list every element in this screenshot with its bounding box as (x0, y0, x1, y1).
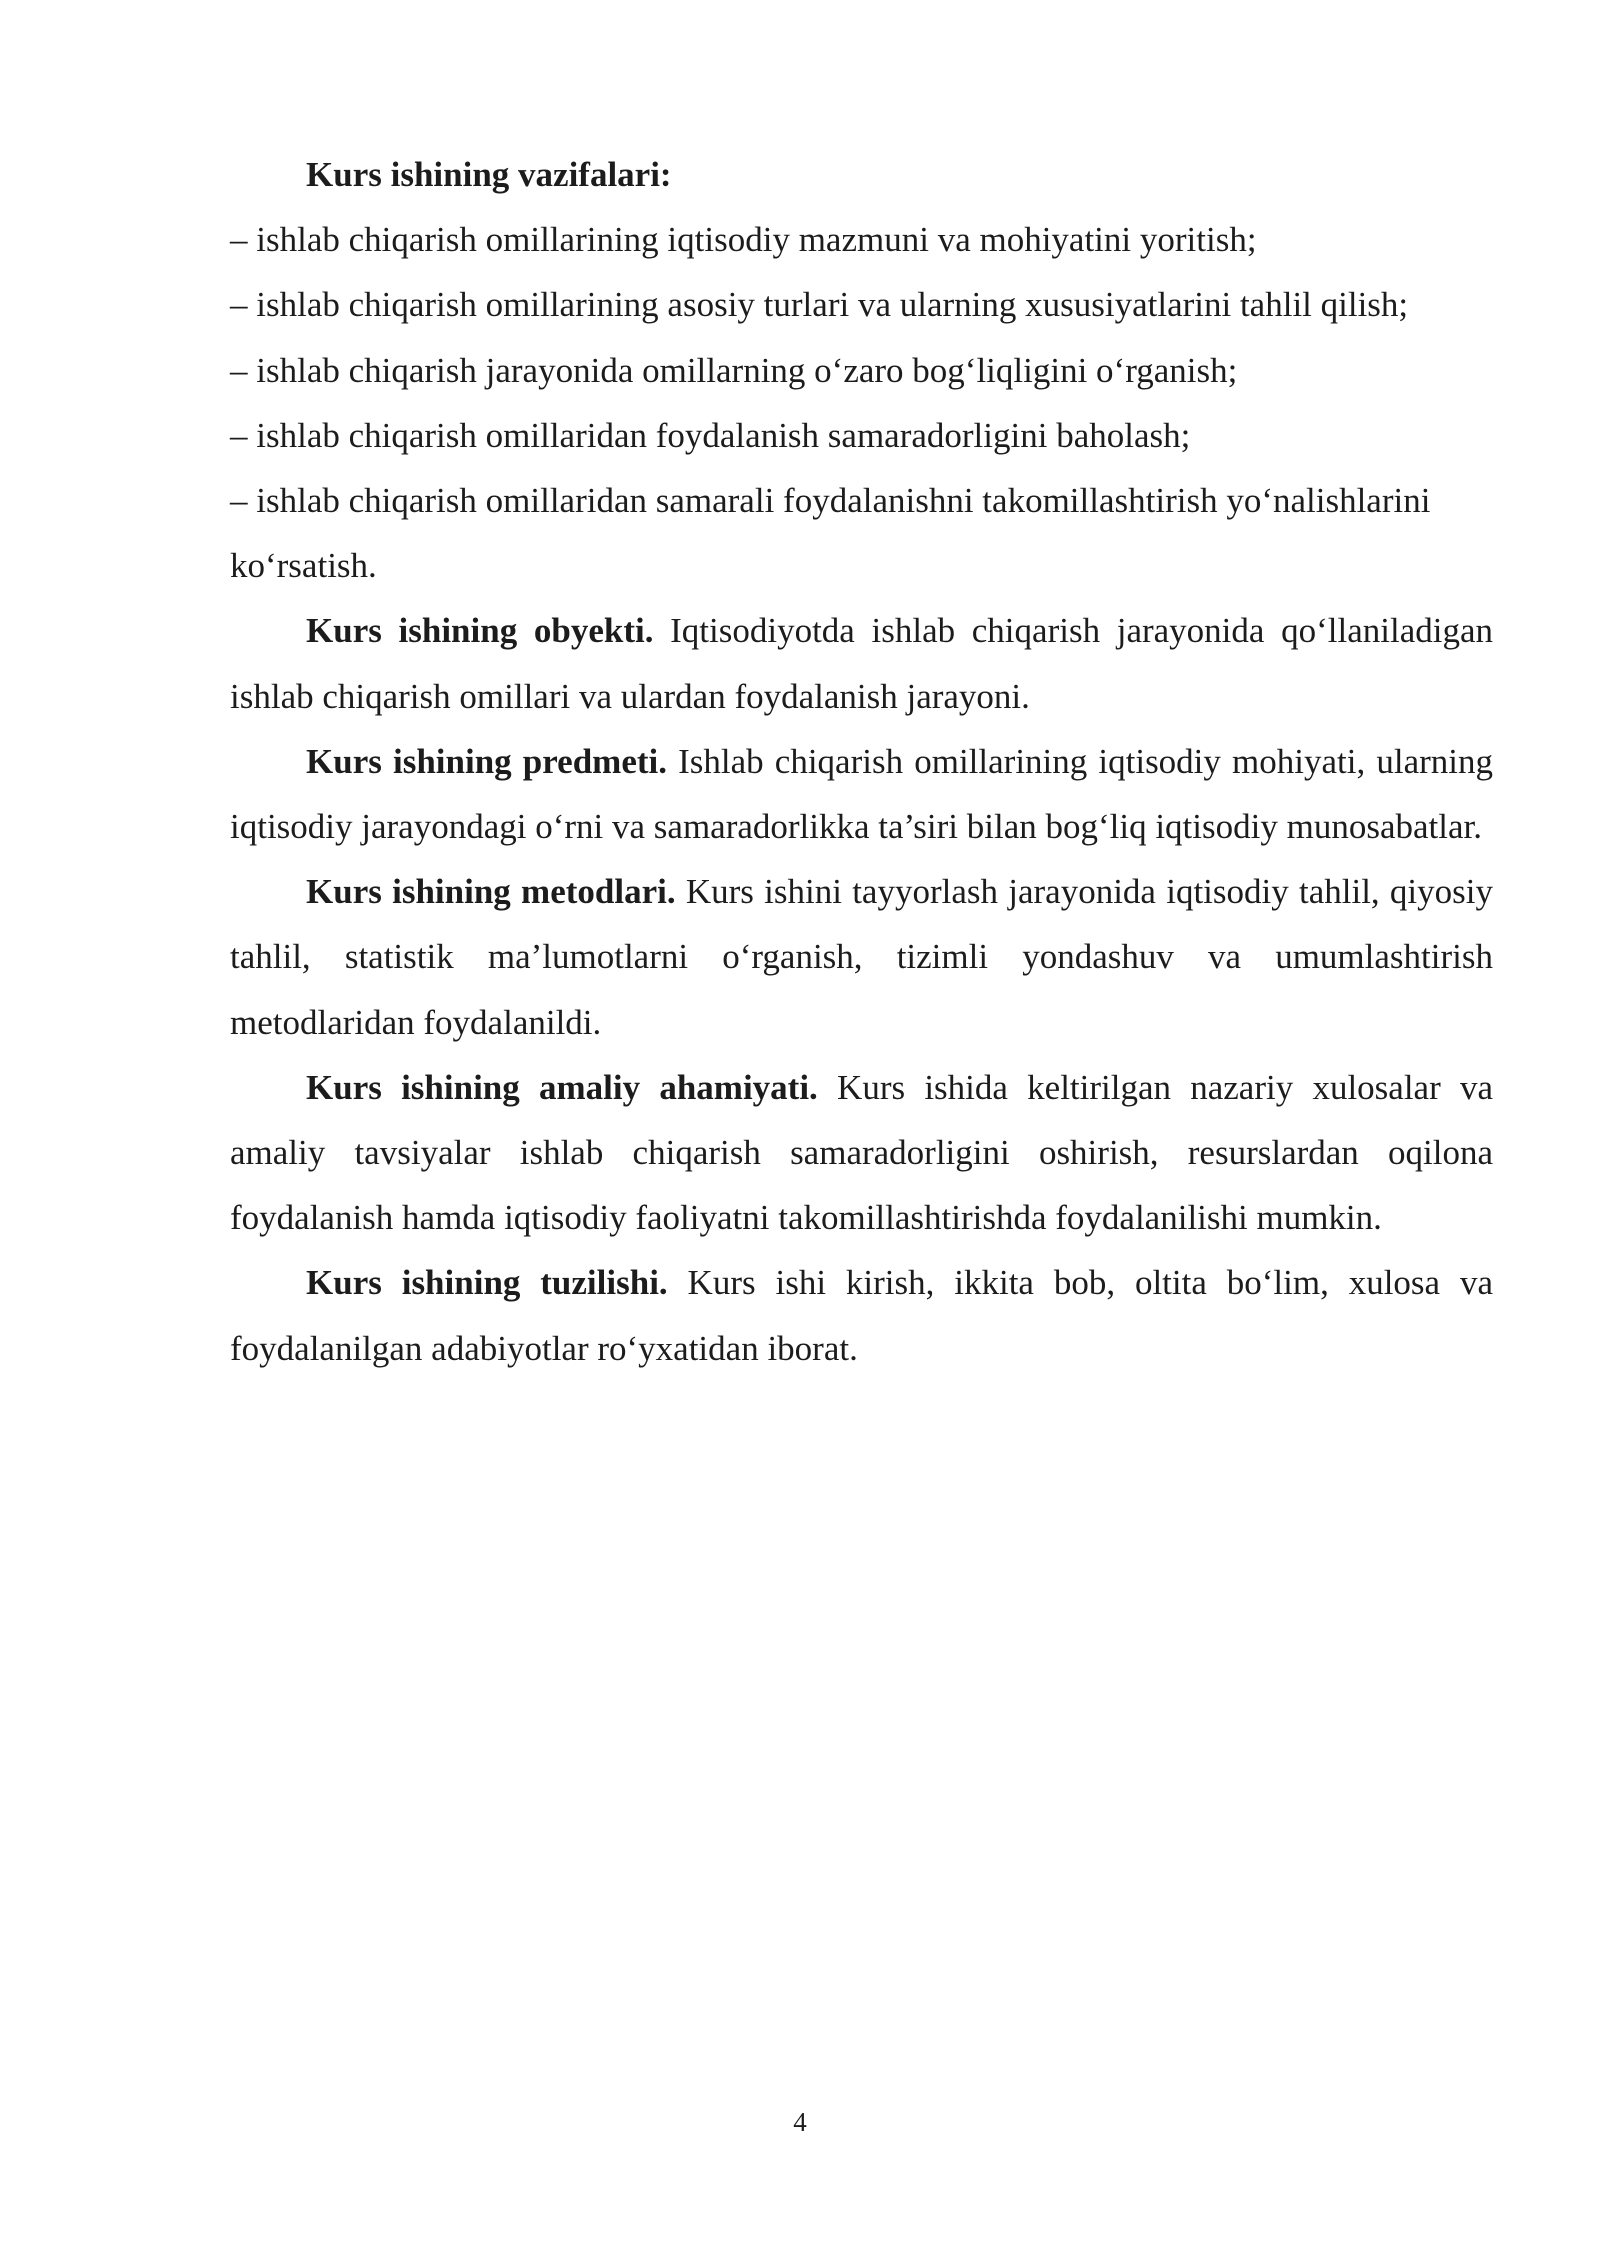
structure-label: Kurs ishining tuzilishi. (306, 1263, 668, 1303)
page-content (230, 142, 1493, 1381)
object-text: Iqtisodiyotda ishlab chiqarish jarayonida qo‘llaniladigan ishlab chiqarish omillari va ulardan foydalanish jarayoni. (230, 611, 1493, 716)
structure-paragraph (230, 1250, 1493, 1380)
subject-text: Ishlab chiqarish omillarining iqtisodiy mohiyati, ularning iqtisodiy jarayondagi o‘rni va samaradorlikka ta’siri bilan bog‘liq iqtisodiy munosabatlar. (230, 741, 1493, 847)
object-label: Kurs ishining obyekti. (306, 611, 654, 651)
tasks-heading: Kurs ishining vazifalari: (306, 155, 672, 194)
task-item: – ishlab chiqarish omillarining iqtisodiy mazmuni va mohiyatini yoritish; (230, 220, 1257, 260)
page-number: 4 (793, 2107, 807, 2137)
methods-text: Kurs ishini tayyorlash jarayonida iqtisodiy tahlil, qiyosiy tahlil, statistik ma’lumotlarni o‘rganish, tizimli yondashuv va umumlashtirish metodlaridan foydalanildi. (230, 872, 1493, 1042)
practical-significance-paragraph (230, 1055, 1493, 1251)
subject-label: Kurs ishining predmeti. (306, 741, 667, 781)
methods-label: Kurs ishining metodlari. (306, 872, 676, 912)
subject-paragraph (230, 729, 1493, 859)
object-paragraph (230, 598, 1493, 728)
structure-text: Kurs ishi kirish, ikkita bob, oltita bo‘lim, xulosa va foydalanilgan adabiyotlar ro‘yxatidan iborat. (230, 1263, 1493, 1368)
task-item: – ishlab chiqarish omillarining asosiy turlari va ularning xususiyatlarini tahlil qilish; (230, 285, 1409, 325)
methods-paragraph (230, 859, 1493, 1055)
task-item: – ishlab chiqarish jarayonida omillarning o‘zaro bog‘liqligini o‘rganish; (230, 350, 1238, 390)
practical-significance-text: Kurs ishida keltirilgan nazariy xulosalar va amaliy tavsiyalar ishlab chiqarish samaradorligini oshirish, resurslardan oqilona foydalanish hamda iqtisodiy faoliyatni takomillashtirishda foydalanilishi mumkin. (230, 1067, 1493, 1238)
task-item: – ishlab chiqarish omillaridan samarali foydalanishni takomillashtirish yo‘nalishlarini ko‘rsatish. (230, 481, 1431, 586)
practical-significance-label: Kurs ishining amaliy ahamiyati. (306, 1067, 818, 1107)
task-item: – ishlab chiqarish omillaridan foydalanish samaradorligini baholash; (230, 415, 1191, 455)
